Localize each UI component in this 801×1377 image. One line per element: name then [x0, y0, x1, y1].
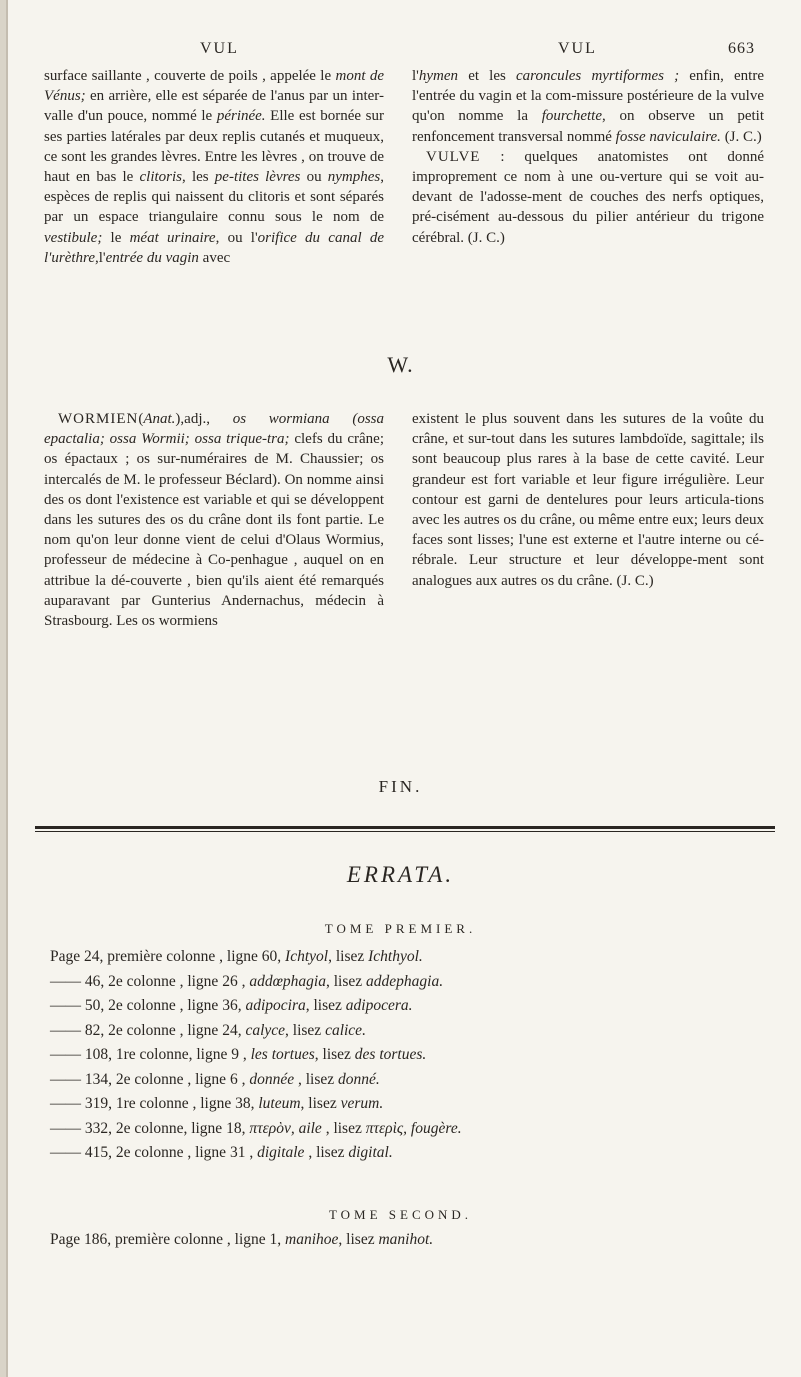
errata-page-ref: —— 82	[50, 1021, 101, 1039]
errata-lisez: , lisez	[300, 1095, 341, 1112]
text-run: , on observe un petit renfoncement transversal nommé	[412, 108, 764, 145]
errata-list-tome-2	[50, 1228, 780, 1253]
errata-correct-term: donné.	[338, 1070, 380, 1088]
errata-location: , 1re colonne, ligne 9 ,	[108, 1046, 251, 1063]
errata-row	[50, 1117, 780, 1142]
errata-lisez: , lisez	[294, 1070, 338, 1088]
errata-lisez: , lisez	[304, 1144, 349, 1161]
text-run: , ou l'	[215, 229, 258, 246]
errata-page-ref: —— 50	[50, 997, 101, 1014]
errata-wrong-term: Ichtyol	[285, 948, 329, 965]
errata-page-ref: Page 186	[50, 1231, 108, 1248]
errata-location: , 1re colonne , ligne 38,	[108, 1095, 259, 1112]
wormien-entry	[44, 409, 384, 631]
errata-row	[50, 1092, 780, 1117]
text-run: , les	[182, 169, 215, 186]
text-run: clefs du crâne; os épactaux ; os sur-numéraires de M. Chaussier; os intercalés de M. le professeur Béclard). On nomme ainsi des os dont l'existence est variable et qui se développent dans les sutures des os du crâne dont ils font partie. Le nom qu'on leur donne vient de celui d'Olaus Wormius, professeur de médecine à Co-penhague , auquel on en attribue la dé-couverte , bien qu'ils aient été remarqués auparavant par Gunterius Andernachus, médecin à Strasbourg. Les os wormiens	[44, 431, 384, 630]
errata-correct-term: Ichthyol.	[368, 948, 423, 965]
term-petites-levres: pe-tites lèvres	[214, 169, 301, 186]
errata-wrong-term: luteum	[258, 1095, 301, 1112]
errata-lisez: , lisez	[338, 1231, 379, 1248]
text-run: enfin, entre l'entrée du vagin et la com-missure postérieure de la vulve qu'on nomme la	[412, 68, 764, 125]
vulva-text-right-column	[412, 66, 764, 248]
term-anat: Anat.	[143, 411, 176, 427]
text-run: en arrière, elle est séparée de l'anus par un inter-valle d'un pouce, nommé le	[44, 88, 384, 125]
divider-rule-thick	[35, 826, 775, 829]
text-run: avec	[198, 249, 231, 266]
running-head-left: VUL	[200, 40, 239, 57]
errata-row	[50, 1019, 780, 1044]
text-run: l'	[412, 68, 419, 84]
tome-second-heading: TOME SECOND.	[328, 1207, 473, 1222]
term-perinee: périnée.	[216, 108, 266, 125]
errata-lisez: , lisez	[285, 1021, 326, 1039]
errata-location: , 2e colonne, ligne 18,	[108, 1119, 250, 1137]
text-run: , espèces de replis qui naissent du clitoris et sont séparés par un espace triangulaire connu sous le nom de	[44, 169, 384, 226]
errata-row	[50, 970, 780, 995]
errata-lisez: , lisez	[325, 972, 367, 990]
errata-page-ref: —— 134	[50, 1070, 109, 1088]
term-orifice-uretre: orifice du canal de l'urèthre	[44, 229, 384, 266]
errata-row	[50, 1141, 780, 1166]
errata-wrong-term: digitale	[257, 1144, 305, 1161]
text-run: ,l'	[94, 249, 106, 266]
errata-location: , première colonne , ligne 1,	[107, 1231, 286, 1248]
tome-premier-heading: TOME PREMIER.	[324, 921, 477, 936]
headword-vulve: VULVE	[426, 148, 481, 165]
fin-marker: FIN.	[378, 777, 423, 796]
errata-page-ref: —— 415	[50, 1144, 109, 1161]
errata-location: , 2e colonne , ligne 24,	[100, 1021, 246, 1039]
headword-wormien: WORMIEN	[58, 411, 139, 427]
vulve-entry	[412, 147, 764, 248]
errata-page-ref: —— 319	[50, 1095, 109, 1112]
vulva-paragraph-continued	[44, 66, 384, 268]
page-number: 663	[728, 40, 755, 57]
errata-location: , 2e colonne , ligne 26 ,	[100, 972, 250, 990]
errata-location: , 2e colonne , ligne 36,	[100, 997, 246, 1014]
errata-location: , première colonne , ligne 60,	[99, 948, 286, 965]
errata-correct-term: addephagia.	[366, 972, 444, 990]
term-fosse-naviculaire: fosse naviculaire.	[615, 128, 721, 145]
text-run: : quelques anatomistes ont donné improprement ce nom à une ou-verture qui se voit au-devant de l'adosse-ment de couches des nerfs optiques, pré-cisément au-dessous du pilier antérieur du trigone cérébral. (J. C.)	[412, 148, 764, 246]
errata-correct-term: digital.	[348, 1144, 393, 1161]
text-run: existent le plus souvent dans les sutures de la voûte du crâne, et sur-tout dans les sutures lambdoïde, sagittale; ils sont beaucoup plus rares à la base de cette cavité. Leur grandeur est fort variable et leur figure irrégulière. Leur contour est garni de dentelures pour leurs articula-tions avec les autres os du crâne, ou même entre eux; leurs deux faces sont lisses; l'une est externe et l'autre interne ou cé-rébrale. Leur structure et leur développe-ment sont analogues aux autres os du crâne. (J. C.)	[412, 411, 764, 589]
errata-lisez: , lisez	[314, 1046, 355, 1063]
text-run: Elle est bornée sur ses parties latérales par deux replis cutanés et muqueux, ce sont les grandes lèvres. Entre les lèvres , on trouve de haut en bas le	[44, 108, 384, 186]
errata-wrong-term: adipocira	[245, 997, 306, 1014]
term-vestibule: vestibule;	[44, 229, 103, 246]
term-hymen: hymen	[418, 68, 459, 84]
errata-wrong-term: les tortues	[250, 1046, 315, 1063]
errata-correct-term: πτερὶς, fougère.	[365, 1119, 462, 1137]
wormien-entry-continued	[412, 409, 764, 591]
errata-page-ref: —— 108	[50, 1046, 109, 1063]
wormien-text-left-column	[44, 409, 384, 631]
errata-wrong-term: donnée	[249, 1070, 295, 1088]
term-mont-de-venus: mont de Vénus;	[44, 68, 384, 105]
errata-row	[50, 1068, 780, 1093]
errata-title: ERRATA.	[346, 862, 455, 887]
divider-rule-thin	[35, 831, 775, 832]
term-fourchette: fourchette	[541, 108, 602, 125]
errata-page-ref: —— 332	[50, 1119, 109, 1137]
errata-wrong-term: addœphagia	[249, 972, 326, 990]
running-head-right: VUL	[558, 40, 597, 57]
errata-row	[50, 994, 780, 1019]
errata-correct-term: des tortues.	[354, 1046, 427, 1063]
errata-lisez: , lisez	[321, 1119, 366, 1137]
errata-correct-term: adipocera.	[345, 997, 413, 1014]
errata-lisez: , lisez	[305, 997, 346, 1014]
wormien-text-right-column	[412, 409, 764, 591]
page-binding-shadow	[6, 0, 8, 1377]
term-meat-urinaire: méat urinaire	[129, 229, 216, 246]
errata-list-tome-1	[50, 945, 780, 1166]
errata-row	[50, 945, 780, 970]
term-entree-vagin: entrée du vagin	[105, 249, 199, 266]
errata-location: , 2e colonne , ligne 31 ,	[108, 1144, 258, 1161]
text-run: ou	[300, 169, 328, 186]
errata-correct-term: calice.	[325, 1021, 366, 1039]
vulva-text-left-column	[44, 66, 384, 268]
errata-wrong-term: calyce	[245, 1021, 286, 1039]
errata-location: , 2e colonne , ligne 6 ,	[108, 1070, 250, 1088]
errata-page-ref: —— 46	[50, 972, 101, 990]
section-letter-heading: W.	[387, 352, 414, 377]
term-clitoris: clitoris	[139, 169, 183, 186]
text-run: (J. C.)	[720, 128, 762, 145]
term-os-wormiana: os wormiana (ossa epactalia; ossa Wormii; ossa trique-tra;	[44, 411, 384, 448]
vulva-paragraph-end	[412, 66, 764, 147]
text-run: et les	[458, 68, 517, 84]
errata-correct-term: verum.	[340, 1095, 384, 1112]
text-run: (	[138, 411, 144, 427]
errata-page-ref: Page 24	[50, 948, 100, 965]
errata-row	[50, 1043, 780, 1068]
errata-wrong-term: manihoe	[285, 1231, 339, 1248]
errata-correct-term: manihot.	[378, 1231, 434, 1248]
errata-row	[50, 1228, 780, 1253]
text-run: ),adj.,	[175, 411, 233, 427]
errata-lisez: , lisez	[328, 948, 369, 965]
text-run: le	[102, 229, 130, 246]
term-caroncules: caroncules myrtiformes ;	[516, 68, 680, 84]
term-nymphes: nymphes	[327, 169, 381, 186]
text-run: surface saillante , couverte de poils , appelée le	[44, 68, 336, 84]
errata-wrong-term: πτερὸν, aile	[249, 1119, 322, 1137]
